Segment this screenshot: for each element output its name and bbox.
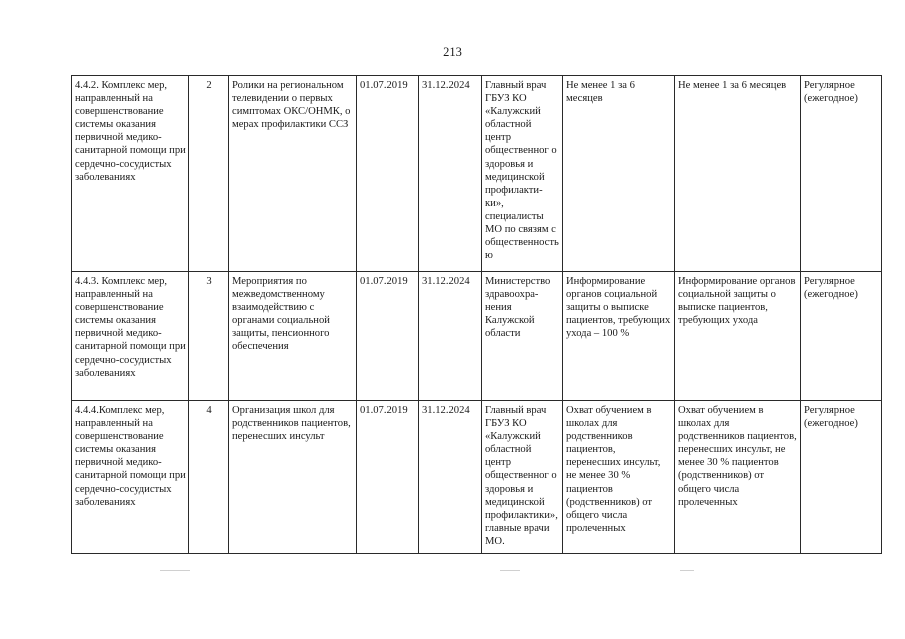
page-number: 213 [443,45,462,59]
number-cell: 4 [189,401,229,554]
table-row [72,76,882,272]
scan-speck [500,570,520,571]
result-cell: Охват обучением в школах для родственников пациентов, перенесших инсульт, не менее 30 % пациентов (родственников) от общего числа пролеченных [675,401,801,554]
measures-table [71,75,882,554]
measure-cell: 4.4.4.Комплекс мер, направленный на совершенствование системы оказания первичной медико-санитарной помощи при сердечно-сосудистых заболеваниях [72,401,189,554]
start-date-cell: 01.07.2019 [357,401,419,554]
measure-cell: 4.4.3. Комплекс мер, направленный на совершенствование системы оказания первичной медико-санитарной помощи при сердечно-сосудистых заболеваниях [72,272,189,401]
result-cell: Не менее 1 за 6 месяцев [675,76,801,272]
indicator-cell: Информирование органов социальной защиты о выписке пациентов, требующих ухода – 100 % [563,272,675,401]
start-date-cell: 01.07.2019 [357,76,419,272]
number-cell: 2 [189,76,229,272]
table-row [72,272,882,401]
frequency-cell: Регулярное (ежегодное) [801,76,882,272]
indicator-cell: Охват обучением в школах для родственников пациентов, перенесших инсульт, не менее 30 % пациентов (родственников) от общего числа пролеченных [563,401,675,554]
measure-cell: 4.4.2. Комплекс мер, направленный на совершенствование системы оказания первичной медико-санитарной помощи при сердечно-сосудистых заболеваниях [72,76,189,272]
indicator-cell: Не менее 1 за 6 месяцев [563,76,675,272]
start-date-cell: 01.07.2019 [357,272,419,401]
number-cell: 3 [189,272,229,401]
table-row [72,401,882,554]
responsible-cell: Министерство здравоохра-нения Калужской области [482,272,563,401]
responsible-cell: Главный врач ГБУЗ КО «Калужский областной центр общественног о здоровья и медицинской профилактики», главные врачи МО. [482,401,563,554]
event-cell: Ролики на региональном телевидении о первых симптомах ОКС/ОНМК, о мерах профилактики ССЗ [229,76,357,272]
frequency-cell: Регулярное (ежегодное) [801,401,882,554]
end-date-cell: 31.12.2024 [419,401,482,554]
frequency-cell: Регулярное (ежегодное) [801,272,882,401]
scan-speck [160,570,190,571]
end-date-cell: 31.12.2024 [419,76,482,272]
event-cell: Мероприятия по межведомственному взаимодействию с органами социальной защиты, пенсионного обеспечения [229,272,357,401]
event-cell: Организация школ для родственников пациентов, перенесших инсульт [229,401,357,554]
end-date-cell: 31.12.2024 [419,272,482,401]
result-cell: Информирование органов социальной защиты о выписке пациентов, требующих ухода [675,272,801,401]
responsible-cell: Главный врач ГБУЗ КО «Калужский областной центр общественног о здоровья и медицинской профилакти-ки», специалисты МО по связям с общественностью [482,76,563,272]
scan-speck [680,570,694,571]
